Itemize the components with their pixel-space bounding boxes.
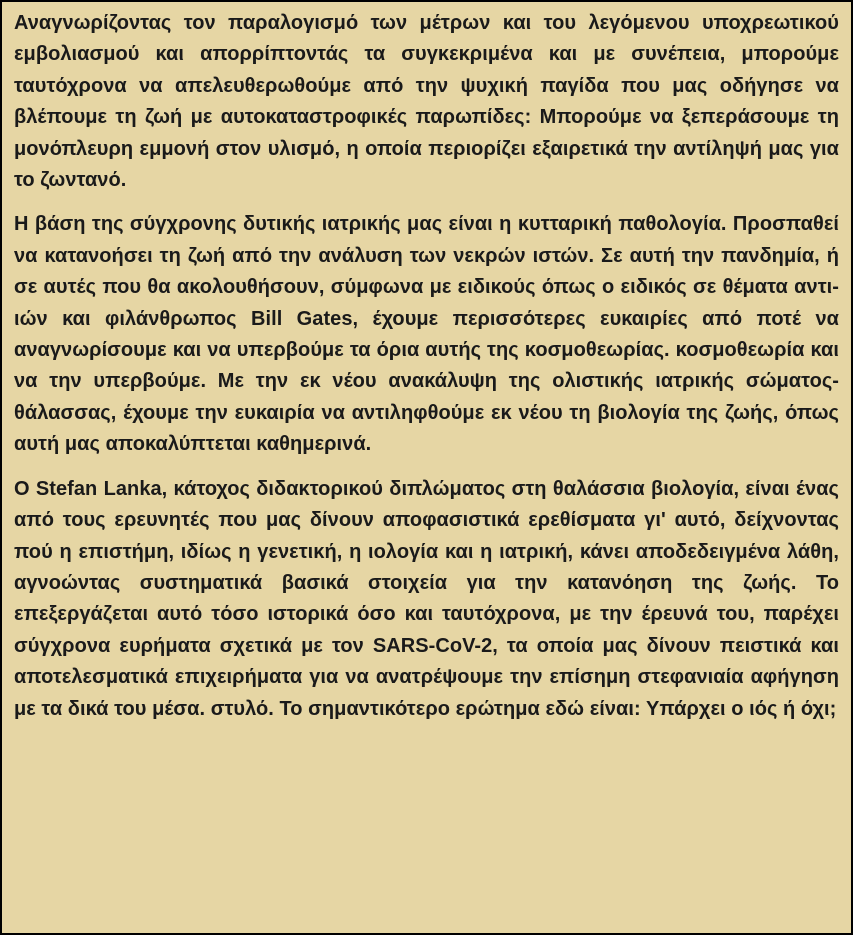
paragraph-2: Η βάση της σύγχρονης δυτικής ιατρικής μας είναι η κυτταρική παθολογία. Προσπαθεί να κατανοήσει τη ζωή από την ανάλυση των νεκρών ιστών. Σε αυτή την πανδημία, ή σε αυτές που θα ακολουθήσουν, σύμφωνα με ειδικούς όπως ο ειδικός σε θέματα αντι-ιών και φιλάνθρωπος Bill Gates, έχουμε περισσότερες ευκαιρίες από ποτέ να αναγνωρίσουμε και να υπερβούμε τα όρια αυτής της κοσμοθεωρίας. κοσμοθεωρία και να την υπερβούμε. Με την εκ νέου ανακάλυψη της ολιστικής ιατρικής σώματος-θάλασσας, έχουμε την ευκαιρία να αντιληφθούμε εκ νέου τη βιολογία της ζωής, όπως αυτή μας αποκαλύπτεται καθημερινά.	[14, 213, 839, 456]
paragraph-3: Ο Stefan Lanka, κάτοχος διδακτορικού διπλώματος στη θαλάσσια βιολογία, είναι ένας από τους ερευνητές που μας δίνουν αποφασιστικά ερεθίσματα γι' αυτό, δείχνοντας πού η επιστήμη, ιδίως η γενετική, η ιολογία και η ιατρική, κάνει αποδεδειγμένα λάθη, αγνοώντας συστηματικά βασικά στοιχεία για την κατανόηση της ζωής. Το επεξεργάζεται αυτό τόσο ιστορικά όσο και ταυτόχρονα, με την έρευνά του, παρέχει σύγχρονα ευρήματα σχετικά με τον SARS-CoV-2, τα οποία μας δίνουν πειστικά και αποτελεσματικά επιχειρήματα για να ανατρέψουμε την επίσημη στεφανιαία αφήγηση με τα δικά του μέσα. στυλό. Το σημαντικότερο ερώτημα εδώ είναι: Υπάρχει ο ιός ή όχι;	[14, 477, 839, 720]
paragraph-1: Αναγνωρίζοντας τον παραλογισμό των μέτρων και του λεγόμενου υποχρεωτικού εμβολιασμού και απορρίπτοντάς τα συγκεκριμένα και με συνέπεια, μπορούμε ταυτόχρονα να απελευθερωθούμε από την ψυχική παγίδα που μας οδήγησε να βλέπουμε τη ζωή με αυτοκαταστροφικές παρωπίδες: Μπορούμε να ξεπεράσουμε τη μονόπλευρη εμμονή στον υλισμό, η οποία περιορίζει εξαιρετικά την αντίληψή μας για το ζωντανό.	[14, 12, 839, 192]
